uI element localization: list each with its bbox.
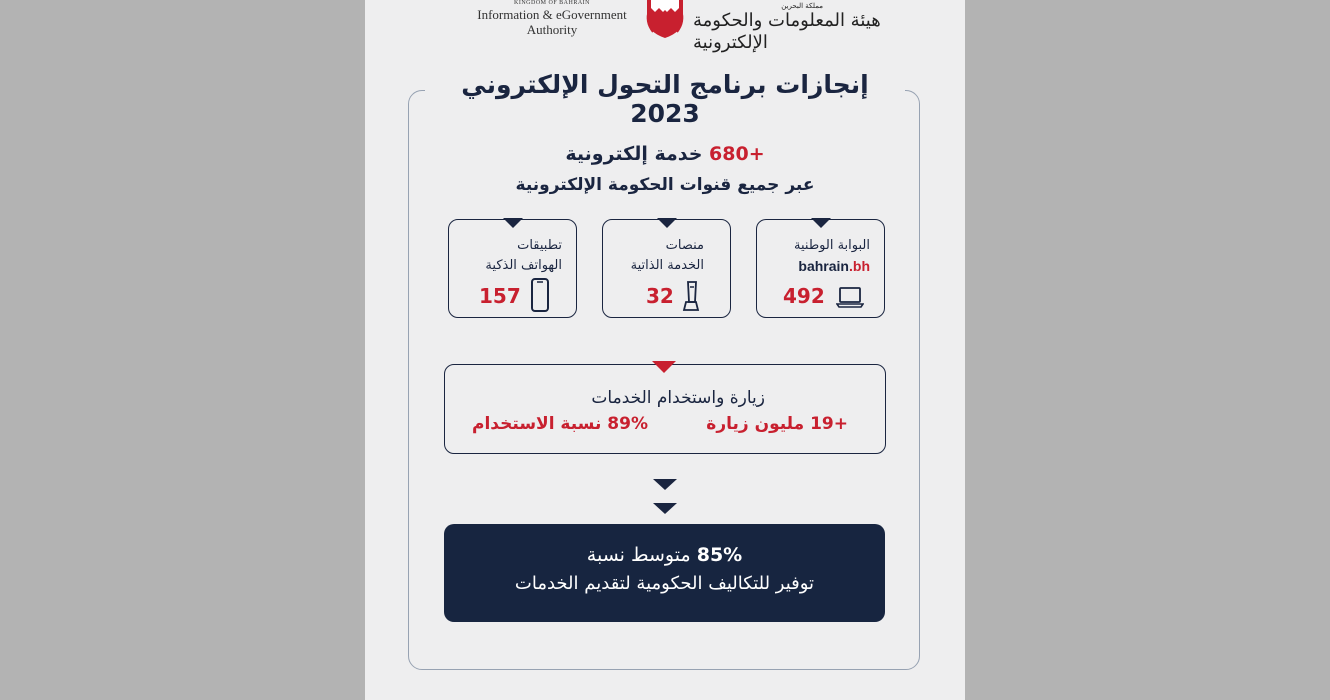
down-arrow-icon xyxy=(653,503,677,514)
authority-logo-english: KINGDOM OF BAHRAIN Information & eGovernment Authority xyxy=(477,0,627,37)
bahrain-emblem-icon xyxy=(643,0,687,40)
channel-label-line2: الخدمة الذاتية xyxy=(630,258,704,273)
channel-value: 492 xyxy=(783,284,825,308)
pointer-triangle xyxy=(811,218,831,228)
kiosk-icon xyxy=(680,280,702,312)
red-pointer-triangle xyxy=(652,361,676,373)
page-title: إنجازات برنامج التحول الإلكتروني 2023 xyxy=(425,70,905,128)
visits-title: زيارة واستخدام الخدمات xyxy=(591,388,765,408)
smartphone-icon xyxy=(530,278,550,312)
authority-logo-arabic: مملكة البحرين هيئة المعلومات والحكومة الإلكترونية xyxy=(693,2,881,53)
channel-label: منصات xyxy=(665,238,704,253)
services-headline xyxy=(435,143,895,165)
pointer-triangle xyxy=(503,218,523,228)
savings-pct-label: متوسط نسبة xyxy=(586,544,691,566)
channel-label: تطبيقات xyxy=(517,238,562,253)
savings-headline xyxy=(444,544,885,566)
savings-description: توفير للتكاليف الحكومية لتقديم الخدمات xyxy=(514,573,815,594)
pointer-triangle xyxy=(657,218,677,228)
channel-card-national-portal xyxy=(756,219,885,318)
channel-card-kiosks xyxy=(602,219,731,318)
channel-label: البوابة الوطنية xyxy=(794,238,870,253)
savings-card xyxy=(444,524,885,622)
visits-card xyxy=(444,364,886,454)
savings-pct: 85% xyxy=(696,544,743,566)
services-label: خدمة إلكترونية xyxy=(565,143,703,165)
channel-card-mobile-apps xyxy=(448,219,577,318)
channel-value: 157 xyxy=(479,284,521,308)
infographic-card xyxy=(365,0,965,700)
channel-value: 32 xyxy=(646,284,674,308)
channel-domain: bahrain.bh xyxy=(798,258,870,274)
visits-count: +19 مليون زيارة xyxy=(706,414,848,434)
channel-label-line2: الهواتف الذكية xyxy=(485,258,562,273)
services-count: +680 xyxy=(709,143,765,165)
down-arrow-icon xyxy=(653,479,677,490)
usage-rate: 89% نسبة الاستخدام xyxy=(472,414,648,434)
laptop-icon xyxy=(836,286,864,308)
channels-subtitle: عبر جميع قنوات الحكومة الإلكترونية xyxy=(515,175,815,195)
